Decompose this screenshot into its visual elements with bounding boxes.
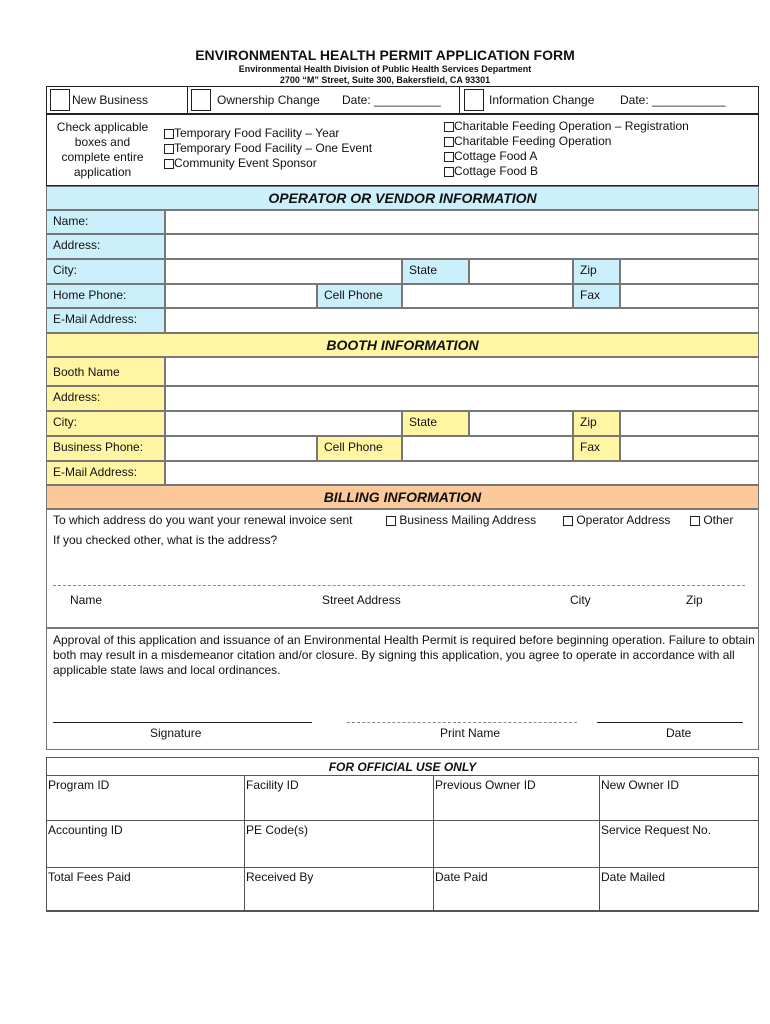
left-option-0[interactable]: Temporary Food Facility – Year xyxy=(164,126,339,140)
form-address: 2700 “M” Street, Suite 300, Bakersfield, CA 93301 xyxy=(279,75,491,85)
print-name-line[interactable] xyxy=(347,722,577,723)
checkbox-icon xyxy=(690,516,700,526)
ownership-change-label: Ownership Change xyxy=(217,93,320,107)
booth-name-label: Booth Name xyxy=(46,357,165,386)
left-option-2[interactable]: Community Event Sponsor xyxy=(164,156,317,170)
operator-email-field[interactable] xyxy=(165,308,759,333)
billing-other-address-line[interactable] xyxy=(53,585,745,586)
operator-state-field[interactable] xyxy=(469,259,573,284)
ownership-change-checkbox[interactable] xyxy=(191,89,211,111)
operator-section-heading: OPERATOR OR VENDOR INFORMATION xyxy=(46,186,759,210)
left-option-1[interactable]: Temporary Food Facility – One Event xyxy=(164,141,372,155)
official-use-table xyxy=(46,775,759,912)
booth-cell-phone-field[interactable] xyxy=(402,436,573,461)
booth-email-label: E-Mail Address: xyxy=(46,461,165,485)
operator-name-field[interactable] xyxy=(165,210,759,234)
booth-fax-field[interactable] xyxy=(620,436,759,461)
booth-name-field[interactable] xyxy=(165,357,759,386)
booth-address-label: Address: xyxy=(46,386,165,411)
official-cell: Received By xyxy=(245,868,434,912)
new-business-label: New Business xyxy=(72,93,149,107)
official-cell: Date Paid xyxy=(434,868,600,912)
billing-option-operator[interactable]: Operator Address xyxy=(563,513,670,527)
checkbox-icon xyxy=(164,159,174,169)
booth-business-phone-field[interactable] xyxy=(165,436,317,461)
right-option-0[interactable]: Charitable Feeding Operation – Registration xyxy=(444,119,689,133)
billing-zip-caption: Zip xyxy=(686,593,703,607)
right-option-1[interactable]: Charitable Feeding Operation xyxy=(444,134,611,148)
booth-zip-label: Zip xyxy=(573,411,620,436)
information-change-label: Information Change xyxy=(489,93,595,107)
ownership-change-date[interactable]: Date: __________ xyxy=(342,93,441,107)
operator-city-label: City: xyxy=(46,259,165,284)
booth-address-field[interactable] xyxy=(165,386,759,411)
checkbox-icon xyxy=(444,167,454,177)
checkbox-icon xyxy=(386,516,396,526)
form-subtitle: Environmental Health Division of Public Health Services Department xyxy=(238,64,532,74)
operator-home-phone-label: Home Phone: xyxy=(46,284,165,308)
date-line[interactable] xyxy=(597,722,743,723)
right-option-2[interactable]: Cottage Food A xyxy=(444,149,537,163)
checkbox-icon xyxy=(164,129,174,139)
official-cell: New Owner ID xyxy=(600,776,759,821)
operator-state-label: State xyxy=(402,259,469,284)
information-change-date[interactable]: Date: ___________ xyxy=(620,93,726,107)
information-change-checkbox[interactable] xyxy=(464,89,484,111)
checkbox-icon xyxy=(444,122,454,132)
billing-other-prompt: If you checked other, what is the address? xyxy=(53,533,278,547)
signature-caption: Signature xyxy=(150,726,202,740)
operator-address-label: Address: xyxy=(46,234,165,259)
checkbox-icon xyxy=(444,137,454,147)
official-cell xyxy=(434,821,600,868)
booth-state-field[interactable] xyxy=(469,411,573,436)
signature-line[interactable] xyxy=(53,722,312,723)
booth-fax-label: Fax xyxy=(573,436,620,461)
operator-city-field[interactable] xyxy=(165,259,402,284)
official-row xyxy=(47,821,759,868)
billing-street-caption: Street Address xyxy=(322,593,401,607)
billing-name-caption: Name xyxy=(70,593,103,607)
official-cell: Previous Owner ID xyxy=(434,776,600,821)
billing-option-business[interactable]: Business Mailing Address xyxy=(386,513,536,527)
official-cell: PE Code(s) xyxy=(245,821,434,868)
billing-option-other[interactable]: Other xyxy=(690,513,733,527)
official-cell: Facility ID xyxy=(245,776,434,821)
official-cell: Total Fees Paid xyxy=(47,868,245,912)
booth-business-phone-label: Business Phone: xyxy=(46,436,165,461)
booth-city-label: City: xyxy=(46,411,165,436)
operator-zip-field[interactable] xyxy=(620,259,759,284)
booth-section-heading: BOOTH INFORMATION xyxy=(46,333,759,357)
operator-name-label: Name: xyxy=(46,210,165,234)
billing-city-caption: City xyxy=(570,593,591,607)
date-caption: Date xyxy=(666,726,692,740)
operator-address-field[interactable] xyxy=(165,234,759,259)
official-row xyxy=(47,776,759,821)
operator-fax-label: Fax xyxy=(573,284,620,308)
checkbox-icon xyxy=(563,516,573,526)
booth-state-label: State xyxy=(402,411,469,436)
print-name-caption: Print Name xyxy=(440,726,501,740)
new-business-checkbox[interactable] xyxy=(50,89,70,111)
operator-zip-label: Zip xyxy=(573,259,620,284)
operator-email-label: E-Mail Address: xyxy=(46,308,165,333)
operator-fax-field[interactable] xyxy=(620,284,759,308)
billing-question: To which address do you want your renewal invoice sent xyxy=(53,513,353,527)
official-cell: Accounting ID xyxy=(47,821,245,868)
official-row xyxy=(47,868,759,912)
booth-cell-phone-label: Cell Phone xyxy=(317,436,402,461)
checkbox-icon xyxy=(164,144,174,154)
operator-cell-phone-field[interactable] xyxy=(402,284,573,308)
checkbox-icon xyxy=(444,152,454,162)
official-cell: Service Request No. xyxy=(600,821,759,868)
booth-city-field[interactable] xyxy=(165,411,402,436)
operator-cell-phone-label: Cell Phone xyxy=(317,284,402,308)
official-use-heading: FOR OFFICIAL USE ONLY xyxy=(328,760,477,774)
check-instructions: Check applicable boxes and complete entire application xyxy=(56,120,149,179)
official-cell: Program ID xyxy=(47,776,245,821)
right-option-3[interactable]: Cottage Food B xyxy=(444,164,538,178)
booth-zip-field[interactable] xyxy=(620,411,759,436)
booth-email-field[interactable] xyxy=(165,461,759,485)
operator-home-phone-field[interactable] xyxy=(165,284,317,308)
form-title: ENVIRONMENTAL HEALTH PERMIT APPLICATION FORM xyxy=(195,47,575,63)
approval-statement: Approval of this application and issuance of an Environmental Health Permit is required before beginning operation. Failure to obtain both may result in a misdemeanor citation and/or closure. By signing this application, you agree to operate in accordance with all applicable state laws and local ordinances. xyxy=(53,633,755,677)
billing-section-heading: BILLING INFORMATION xyxy=(46,485,759,509)
official-cell: Date Mailed xyxy=(600,868,759,912)
